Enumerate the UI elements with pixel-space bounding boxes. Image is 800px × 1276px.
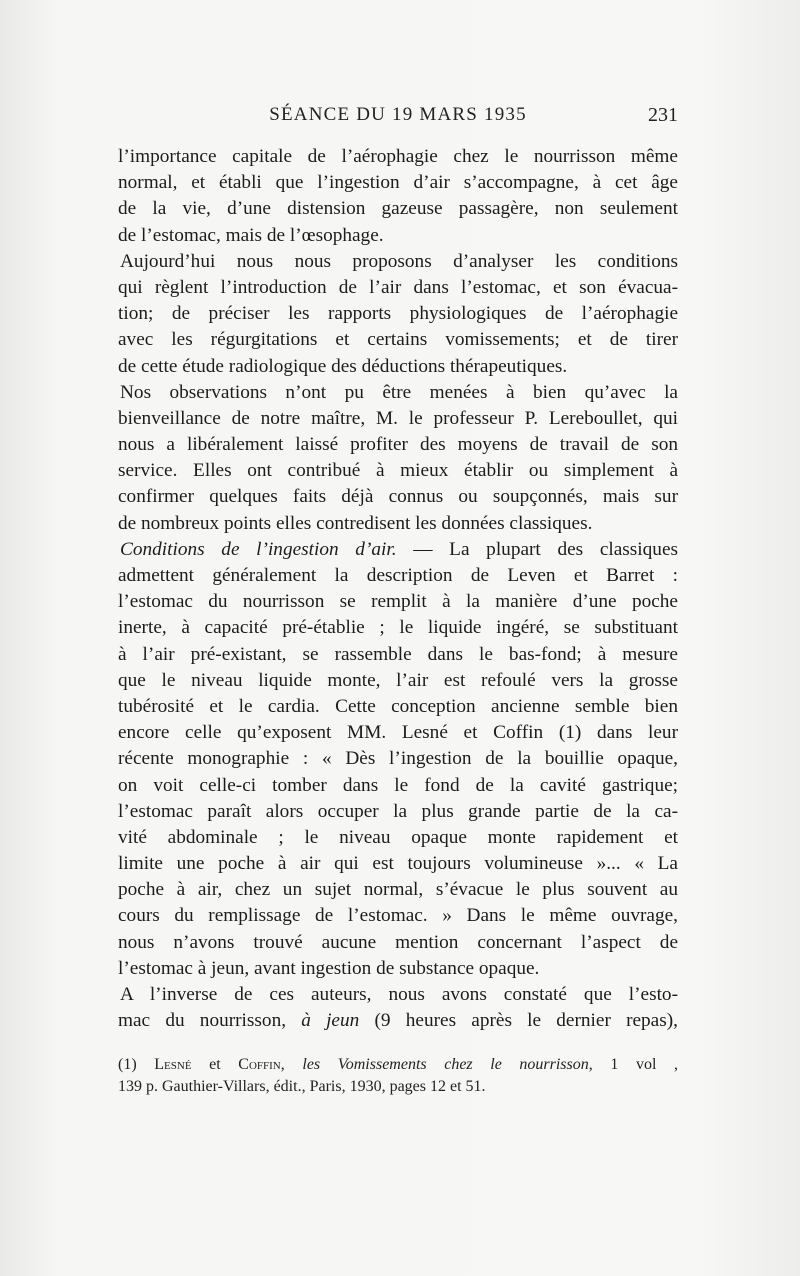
text-line: limite une poche à air qui est toujours volumineuse »... « La [118,853,678,875]
emphasis: à jeun [301,1010,360,1032]
text-line: poche à air, chez un sujet normal, s’évacue le plus souvent au [118,879,678,901]
text-line: on voit celle-ci tomber dans le fond de la cavité gastrique; [118,774,678,796]
text-line: Aujourd’hui nous nous proposons d’analyser les conditions [120,250,678,272]
text-line: vité abdominale ; le niveau opaque monte rapidement et [118,826,678,848]
text-line: de la vie, d’une distension gazeuse passagère, non seulement [118,198,678,220]
text-line [118,1008,678,1034]
text-line: admettent généralement la description de Leven et Barret : [118,565,678,586]
text-line: qui règlent l’introduction de l’air dans l’estomac, et son évacua- [118,276,678,298]
text-line: que le niveau liquide monte, l’air est refoulé vers la grosse [118,669,678,691]
text-line: cours du remplissage de l’estomac. » Dans le même ouvrage, [118,905,678,927]
text-line: récente monographie : « Dès l’ingestion de la bouillie opaque, [118,748,678,770]
text-line: encore celle qu’exposent MM. Lesné et Coffin (1) dans leur [118,722,678,744]
text-line: tubérosité et le cardia. Cette conception ancienne semble bien [118,695,678,717]
footnote-line: 139 p. Gauthier-Villars, édit., Paris, 1930, pages 12 et 51. [118,1078,486,1095]
text-run: mac du nourrisson, [118,1010,302,1032]
text-run: (9 heures après le dernier repas), [359,1010,678,1032]
page-number: 231 [648,104,678,126]
footnote-conj: et [191,1056,239,1073]
text-line: tion; de préciser les rapports physiologiques de l’aérophagie [118,303,678,325]
body-text [118,144,678,1034]
running-head: SÉANCE DU 19 MARS 1935 [269,104,527,125]
text-line: service. Elles ont contribué à mieux établir ou simplement à [118,460,678,482]
text-run: — La plupart des classiques [396,538,679,560]
text-line: nous n’avons trouvé aucune mention concernant l’aspect de [118,931,678,953]
text-line: normal, et établi que l’ingestion d’air s’accompagne, à cet âge [118,172,678,194]
text-line: l’importance capitale de l’aérophagie chez le nourrisson même [118,146,678,167]
footnote-comma: , [280,1056,303,1073]
text-line: l’estomac à jeun, avant ingestion de substance opaque. [118,957,540,979]
text-line: A l’inverse de ces auteurs, nous avons constaté que l’esto- [120,984,678,1005]
text-line [118,537,678,563]
footnote-suffix: , 1 vol , [588,1056,679,1073]
text-line: bienveillance de notre maître, M. le professeur P. Lereboullet, qui [118,407,678,429]
text-line: confirmer quelques faits déjà connus ou soupçonnés, mais sur [118,486,678,508]
footnote-author: Lesné [154,1056,192,1073]
text-line: de l’estomac, mais de l’œsophage. [118,224,384,246]
text-line: à l’air pré-existant, se rassemble dans le bas-fond; à mesure [118,643,678,665]
text-line: Nos observations n’ont pu être menées à bien qu’avec la [120,381,678,403]
text-line: nous a libéralement laissé profiter des moyens de travail de son [118,434,678,456]
text-line: de cette étude radiologique des déductions thérapeutiques. [118,355,568,377]
footnote-line [118,1054,678,1076]
text-line: l’estomac du nourrisson se remplit à la manière d’une poche [118,591,678,613]
footnote-author: Coffin [238,1056,281,1073]
footnote [118,1054,678,1098]
text-line: de nombreux points elles contredisent les données classiques. [118,512,593,534]
text-line: avec les régurgitations et certains vomissements; et de tirer [118,329,678,351]
footnote-marker: (1) [118,1056,155,1073]
footnote-title: les Vomissements chez le nourrisson [302,1056,589,1073]
page-header [118,104,678,134]
text-line: inerte, à capacité pré-établie ; le liquide ingéré, se substituant [118,617,678,639]
section-heading: Conditions de l’ingestion d’air. [120,538,397,560]
text-line: l’estomac paraît alors occuper la plus grande partie de la ca- [118,800,678,822]
